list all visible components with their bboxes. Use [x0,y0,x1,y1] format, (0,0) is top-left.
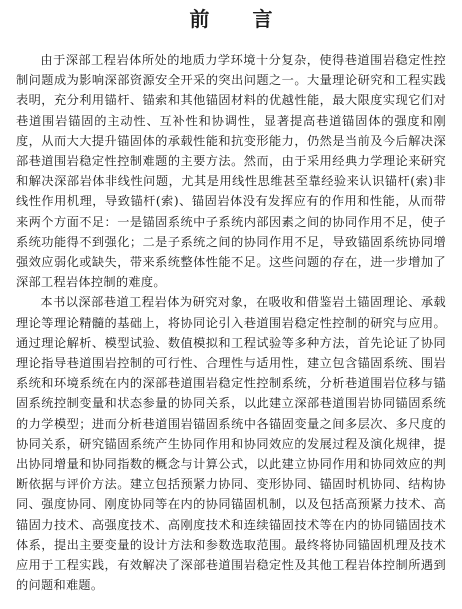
paragraph-2: 本书以深部巷道工程岩体为研究对象，在吸收和借鉴岩土锚固理论、承载理论等理论精髓的基础上，将协同论引入巷道围岩稳定性控制的研究与应用。通过理论解析、模型试验、数值模拟和工程试验等多种方法，首先论证了协同理论指导巷道围岩控制的可行性、合理性与适用性，建立包含锚固系统、围岩系统和环境系统在内的深部巷道围岩稳定性控制系统，分析巷道围岩位移与锚固系统控制变量和状态参量的协同关系，以此建立深部巷道围岩协同锚固系统的力学模型；进而分析巷道围岩锚固系统中各锚固变量之间多层次、多尺度的协同关系，研究锚固系统产生协同作用和协同效应的发展过程及演化规律，提出协同增量和协同指数的概念与计算公式，以此建立协同作用和协同效应的判断依据与评价方法。建立包括预紧力协同、变形协同、锚固时机协同、结构协同、强度协同、刚度协同等在内的协同锚固机制，以及包括高预紧力技术、高锚固力技术、高强度技术、高刚度技术和连续锚固技术等在内的协同锚固技术体系，提出主要变量的设计方法和参数选取范围。最终将协同锚固机理及技术应用于工程实践，有效解决了深部巷道围岩稳定性及其他工程岩体控制所遇到的问题和难题。 [16,295,446,593]
page-title: 前 言 [189,7,291,31]
paragraph-1: 由于深部工程岩体所处的地质力学环境十分复杂，使得巷道围岩稳定性控制问题成为影响深部资源安全开采的突出问题之一。大量理论研究和工程实践表明，充分利用锚杆、锚索和其他锚固材料的优越性能，最大限度实现它们对巷道围岩锚固的主动性、互补性和协调性，显著提高巷道锚固体的强度和刚度，从而大大提升锚固体的承载性能和抗变形能力，仍然是当前及今后解决深部巷道围岩稳定性控制难题的主要方法。然而，由于采用经典力学理论来研究和解决深部岩体非线性问题，尤其是用线性思维甚至靠经验来认识锚杆(索)非线性作用机理，导致锚杆(索)、锚固岩体没有发挥应有的作用和性能，从而带来两个方面不足：一是锚固系统中子系统内部因素之间的协同作用不足，使子系统功能得不到强化；二是子系统之间的协同作用不足，导致锚固系统协同增强效应弱化或缺失，带来系统整体性能不足。这些问题的存在，进一步增加了深部工程岩体控制的难度。 [16,53,446,290]
